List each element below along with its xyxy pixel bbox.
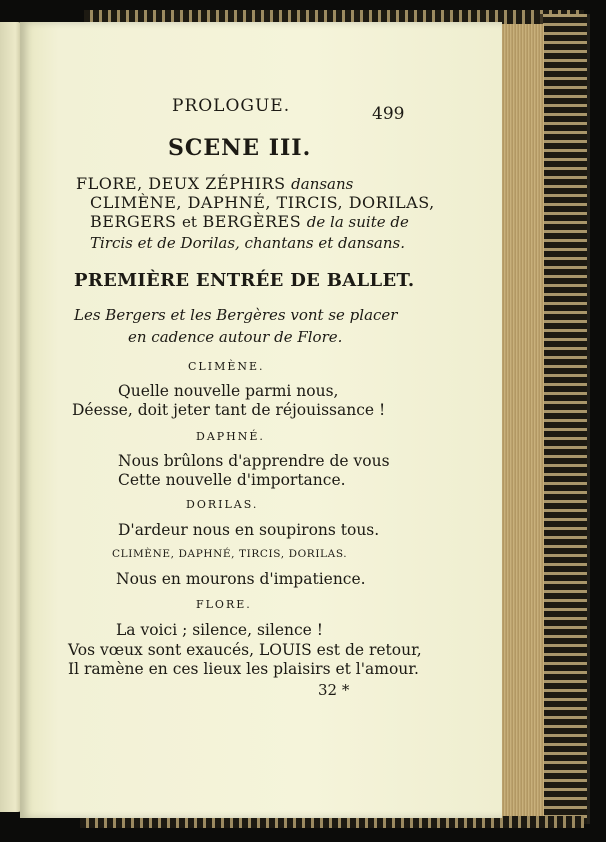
stage-direction-line-1: Les Bergers et les Bergères vont se placer (74, 306, 398, 324)
verse-line: Déesse, doit jeter tant de réjouissance ! (72, 401, 386, 419)
cast-line-4 (90, 233, 405, 252)
cast-line-3-italic: de la suite de (306, 213, 409, 231)
left-page-edge (0, 22, 22, 812)
running-header: PROLOGUE. (172, 96, 291, 116)
speaker-dorilas: DORILAS. (186, 498, 259, 511)
cast-line-1-italic: dansans (291, 175, 354, 193)
cast-line-3 (90, 212, 409, 231)
verse-line: Cette nouvelle d'importance. (118, 471, 346, 489)
verse-line: Nous en mourons d'impatience. (116, 570, 366, 588)
cast-line-3-et: et (182, 213, 197, 231)
stage-direction-line-2: en cadence autour de Flore. (128, 328, 343, 346)
cast-line-1 (76, 174, 353, 193)
cast-line-2: CLIMÈNE, DAPHNÉ, TIRCIS, DORILAS, (90, 193, 435, 212)
cast-line-4-italic: Tircis et de Dorilas, chantans et dansans. (90, 234, 405, 252)
verse-line: Il ramène en ces lieux les plaisirs et l'amour. (68, 660, 419, 678)
catchword: 32 * (318, 681, 350, 699)
cast-line-3-caps-a: BERGERS (90, 212, 177, 231)
page-stack (496, 24, 544, 816)
verse-line: Quelle nouvelle parmi nous, (118, 382, 339, 400)
scene-title: SCENE III. (168, 135, 312, 161)
speaker-flore: FLORE. (196, 598, 252, 611)
speaker-daphne: DAPHNÉ. (196, 430, 265, 443)
page-number: 499 (372, 104, 405, 124)
cast-line-1-caps: FLORE, DEUX ZÉPHIRS (76, 174, 286, 193)
verse-line: Vos vœux sont exaucés, LOUIS est de retour, (68, 641, 422, 659)
verse-line: D'ardeur nous en soupirons tous. (118, 521, 380, 539)
entree-heading: PREMIÈRE ENTRÉE DE BALLET. (74, 270, 415, 291)
cover-right-edge (540, 14, 590, 824)
speaker-climene: CLIMÈNE. (188, 360, 265, 373)
verse-line: La voici ; silence, silence ! (116, 621, 323, 639)
verse-line: Nous brûlons d'apprendre de vous (118, 452, 390, 470)
cast-line-3-caps-b: BERGÈRES (202, 212, 302, 231)
speaker-group: CLIMÈNE, DAPHNÉ, TIRCIS, DORILAS. (112, 548, 348, 560)
